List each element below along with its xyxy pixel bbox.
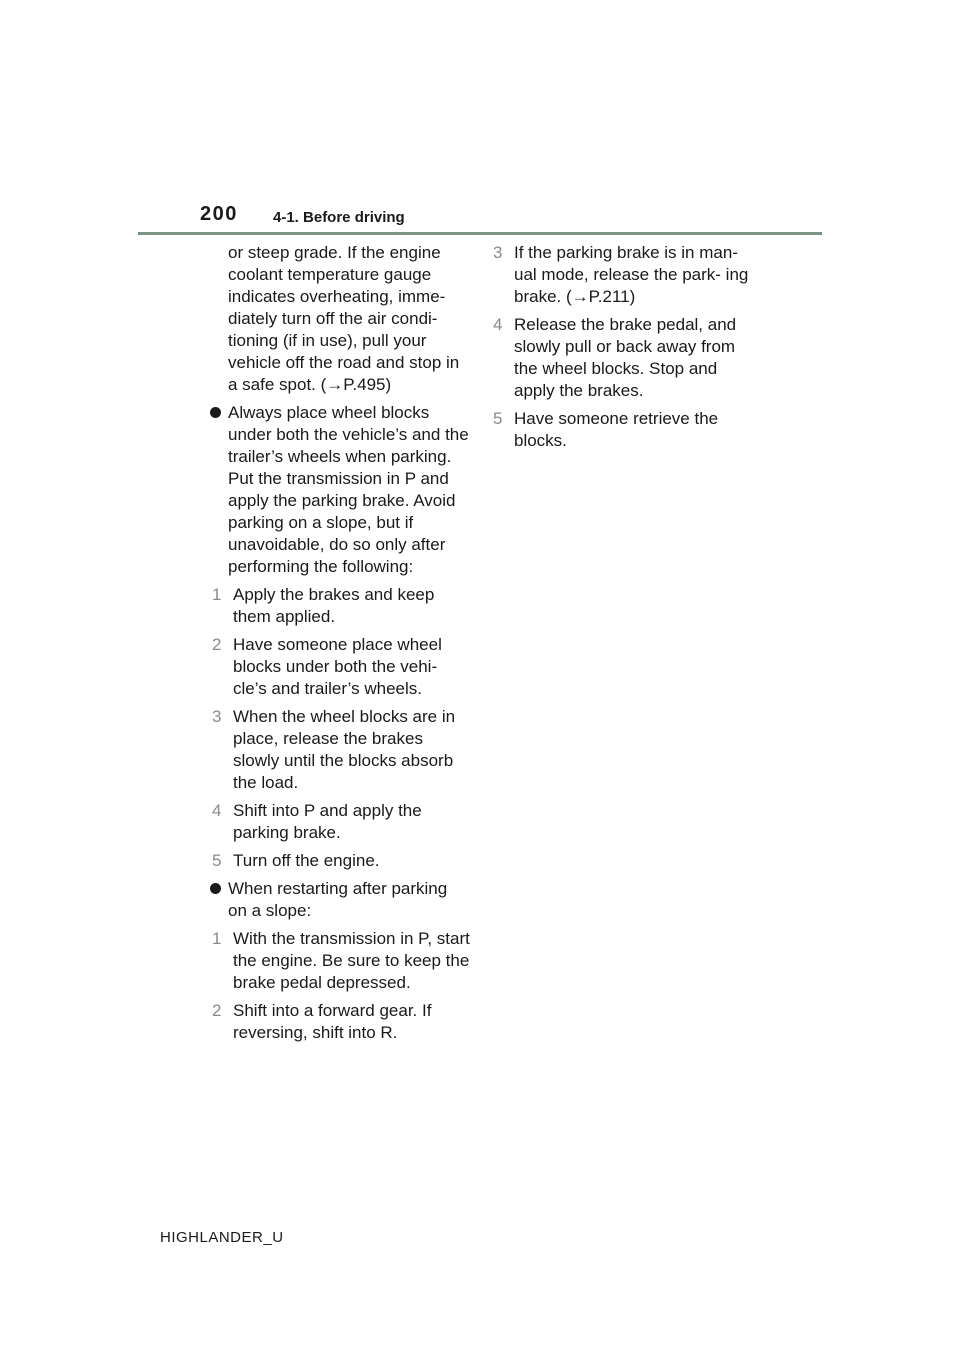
step-text: Shift into P and apply the parking brake. [233, 801, 422, 842]
step-number: 1 [212, 585, 222, 604]
bullet-text: Always place wheel blocks under both the vehicle’s and the trailer’s wheels when parking. Put the transmission in P and apply the parking brake. Avoid parking on a slope, but if unavoidable, do so only after performing the following: [228, 403, 469, 576]
step-number: 4 [493, 315, 503, 334]
left-column [210, 242, 470, 1050]
restart-step [210, 928, 470, 994]
restart-step [210, 1000, 470, 1044]
step-text: Have someone retrieve the blocks. [514, 409, 719, 450]
bullet-restarting [210, 878, 470, 922]
bullet-text: When restarting after parking on a slope: [228, 879, 448, 920]
step-number: 2 [212, 635, 222, 654]
footer-model: HIGHLANDER_U [160, 1229, 284, 1246]
parking-step [210, 706, 470, 794]
right-column [491, 242, 761, 458]
bullet-wheel-blocks [210, 402, 470, 578]
step-number: 5 [493, 409, 503, 428]
restart-step [491, 314, 761, 402]
step-number: 2 [212, 1001, 222, 1020]
continuation-text: or steep grade. If the engine coolant temperature gauge indicates overheating, imme- diately turn off the air condi- tioning (if in use), pull your vehicle off the road and stop in a safe spot. (→P.495) [228, 243, 460, 394]
parking-step [210, 800, 470, 844]
step-text: With the transmission in P, start the engine. Be sure to keep the brake pedal depressed. [233, 929, 470, 992]
bullet-dot-icon [210, 883, 221, 894]
step-number: 1 [212, 929, 222, 948]
parking-step [210, 634, 470, 700]
step-number: 5 [212, 851, 222, 870]
restart-step [491, 242, 761, 308]
header-rule [138, 232, 822, 235]
step-text: When the wheel blocks are in place, release the brakes slowly until the blocks absorb the load. [233, 707, 456, 792]
step-number: 3 [493, 243, 503, 262]
step-text: Release the brake pedal, and slowly pull or back away from the wheel blocks. Stop and apply the brakes. [514, 315, 737, 400]
step-number: 4 [212, 801, 222, 820]
step-text: Have someone place wheel blocks under both the vehi- cle’s and trailer’s wheels. [233, 635, 442, 698]
page-number: 200 [200, 203, 238, 225]
step-text: Shift into a forward gear. If reversing, shift into R. [233, 1001, 432, 1042]
step-number: 3 [212, 707, 222, 726]
bullet-dot-icon [210, 407, 221, 418]
parking-step [210, 584, 470, 628]
step-text: Turn off the engine. [233, 851, 380, 870]
step-text: Apply the brakes and keep them applied. [233, 585, 435, 626]
parking-step [210, 850, 470, 872]
step-text: If the parking brake is in man- ual mode, release the park- ing brake. (→P.211) [514, 243, 749, 306]
restart-step [491, 408, 761, 452]
section-title: 4-1. Before driving [273, 209, 405, 226]
